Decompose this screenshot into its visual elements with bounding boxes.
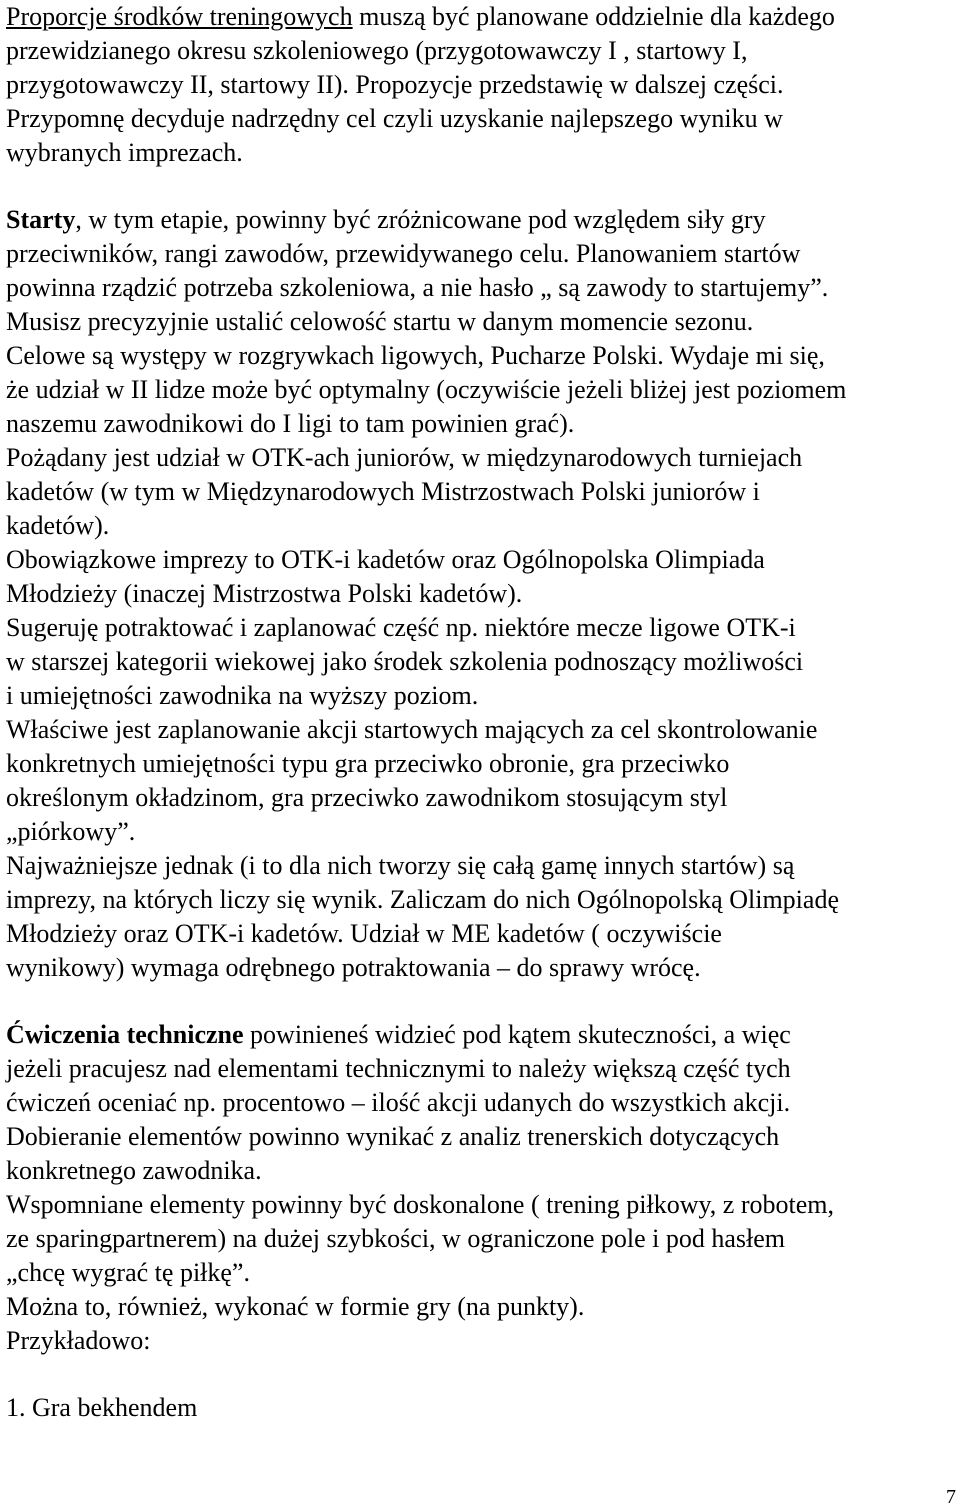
- underlined-phrase: Proporcje środków treningowych: [6, 2, 353, 31]
- text-line-30: jeżeli pracujesz nad elementami technicznymi to należy większą część tych: [6, 1054, 791, 1083]
- text-line-18: Sugeruję potraktować i zaplanować część np. niektóre mecze ligowe OTK-i: [6, 613, 796, 642]
- text-line-17: Młodzieży (inaczej Mistrzostwa Polski kadetów).: [6, 579, 523, 608]
- bold-heading-starty: Starty: [6, 205, 76, 234]
- text-line-9: Musisz precyzyjnie ustalić celowość startu w danym momencie sezonu.: [6, 307, 754, 336]
- text-line-25: Najważniejsze jednak (i to dla nich tworzy się całą gamę innych startów) są: [6, 851, 795, 880]
- text-line-23: określonym okładzinom, gra przeciwko zawodnikom stosującym styl: [6, 783, 728, 812]
- text-line-5: wybranych imprezach.: [6, 138, 243, 167]
- text-line-31: ćwiczeń oceniać np. procentowo – ilość akcji udanych do wszystkich akcji.: [6, 1088, 791, 1117]
- text-line-35: ze sparingpartnerem) na dużej szybkości, w ograniczone pole i pod hasłem: [6, 1224, 785, 1253]
- text-line-22: konkretnych umiejętności typu gra przeciwko obronie, gra przeciwko: [6, 749, 730, 778]
- text-line-38: Przykładowo:: [6, 1326, 151, 1355]
- text-line-15: kadetów).: [6, 511, 110, 540]
- page-number: 7: [946, 1486, 956, 1508]
- text-line-7: przeciwników, rangi zawodów, przewidywanego celu. Planowaniem startów: [6, 239, 801, 268]
- text-line-29: Ćwiczenia techniczne powinieneś widzieć pod kątem skuteczności, a więc: [6, 1020, 791, 1049]
- text-line-14: kadetów (w tym w Międzynarodowych Mistrzostwach Polski juniorów i: [6, 477, 760, 506]
- text-line-37: Można to, również, wykonać w formie gry (na punkty).: [6, 1292, 585, 1321]
- text-line-34: Wspomniane elementy powinny być doskonalone ( trening piłkowy, z robotem,: [6, 1190, 834, 1219]
- text-line-8: powinna rządzić potrzeba szkoleniowa, a nie hasło „ są zawody to startujemy”.: [6, 273, 829, 302]
- text-line-11: że udział w II lidze może być optymalny (oczywiście jeżeli bliżej jest poziomem: [6, 375, 847, 404]
- text-line-6: Starty, w tym etapie, powinny być zróżnicowane pod względem siły gry: [6, 205, 766, 234]
- bold-heading-cwiczenia: Ćwiczenia techniczne: [6, 1020, 244, 1049]
- numbered-list-item: 1. Gra bekhendem: [6, 1393, 198, 1422]
- text-line-26: imprezy, na których liczy się wynik. Zaliczam do nich Ogólnopolską Olimpiadę: [6, 885, 839, 914]
- text-line-1: Proporcje środków treningowych muszą być planowane oddzielnie dla każdego: [6, 2, 835, 31]
- text-line-28: wynikowy) wymaga odrębnego potraktowania – do sprawy wrócę.: [6, 953, 701, 982]
- text-line-13: Pożądany jest udział w OTK-ach juniorów, w międzynarodowych turniejach: [6, 443, 803, 472]
- text-line-20: i umiejętności zawodnika na wyższy poziom.: [6, 681, 479, 710]
- text-line-21: Właściwe jest zaplanowanie akcji startowych mających za cel skontrolowanie: [6, 715, 818, 744]
- text-line-24: „piórkowy”.: [6, 817, 136, 846]
- text-line-16: Obowiązkowe imprezy to OTK-i kadetów oraz Ogólnopolska Olimpiada: [6, 545, 765, 574]
- text-line-10: Celowe są występy w rozgrywkach ligowych, Pucharze Polski. Wydaje mi się,: [6, 341, 825, 370]
- text-line-32: Dobieranie elementów powinno wynikać z analiz trenerskich dotyczących: [6, 1122, 780, 1151]
- text-line-4: Przypomnę decyduje nadrzędny cel czyli uzyskanie najlepszego wyniku w: [6, 104, 783, 133]
- text-line-33: konkretnego zawodnika.: [6, 1156, 262, 1185]
- text-line-3: przygotowawczy II, startowy II). Propozycje przedstawię w dalszej części.: [6, 70, 784, 99]
- text-line-2: przewidzianego okresu szkoleniowego (przygotowawczy I , startowy I,: [6, 36, 748, 65]
- text-line-36: „chcę wygrać tę piłkę”.: [6, 1258, 250, 1287]
- text-line-12: naszemu zawodnikowi do I ligi to tam powinien grać).: [6, 409, 575, 438]
- text-line-19: w starszej kategorii wiekowej jako środek szkolenia podnoszący możliwości: [6, 647, 804, 676]
- text-line-27: Młodzieży oraz OTK-i kadetów. Udział w ME kadetów ( oczywiście: [6, 919, 722, 948]
